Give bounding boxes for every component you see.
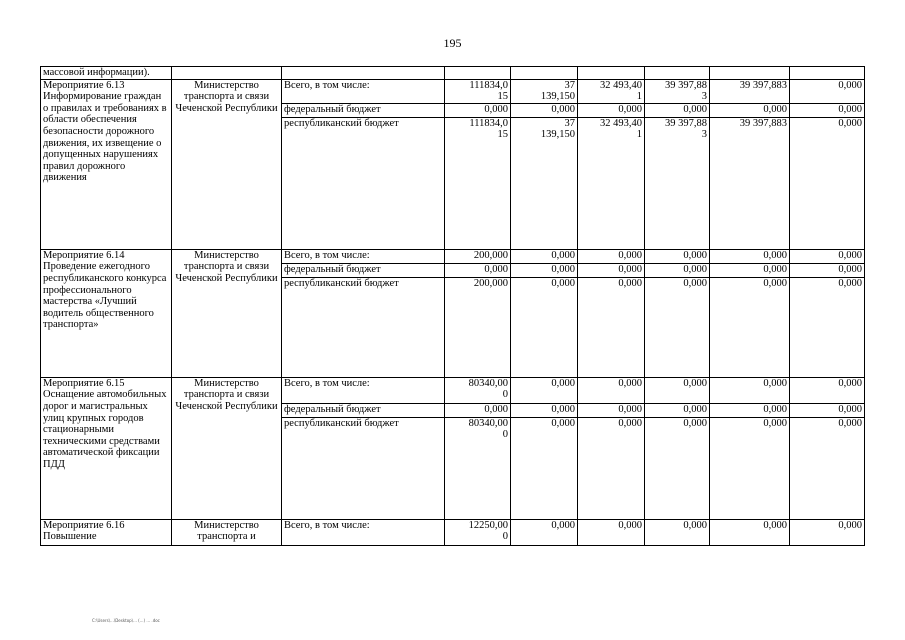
amount-cell: 37 139,150: [511, 79, 578, 103]
amount-cell: 0,000: [578, 403, 645, 417]
empty-cell: [282, 67, 445, 80]
empty-cell: [511, 67, 578, 80]
table-row: [41, 79, 865, 103]
amount-cell: 0,000: [645, 249, 710, 263]
amount-cell: 0,000: [790, 377, 865, 403]
empty-cell: [710, 67, 790, 80]
amount-cell: 0,000: [710, 263, 790, 277]
amount-cell: 0,000: [445, 263, 511, 277]
table-row: [41, 249, 865, 263]
amount-cell: 32 493,40 1: [578, 79, 645, 103]
amount-cell: 39 397,88 3: [645, 117, 710, 249]
amount-cell: 39 397,88 3: [645, 79, 710, 103]
empty-cell: [645, 67, 710, 80]
amount-cell: 0,000: [511, 249, 578, 263]
event-title-cell: Мероприятие 6.13 Информирование граждан о правилах и требованиях в области обеспечения безопасности дорожного движения, их извещение о допущенных нарушениях правил дорожного движения: [41, 79, 172, 249]
amount-cell: 0,000: [710, 377, 790, 403]
amount-cell: 0,000: [645, 403, 710, 417]
amount-cell: 12250,00 0: [445, 519, 511, 545]
amount-cell: 0,000: [710, 417, 790, 519]
amount-cell: 0,000: [511, 417, 578, 519]
amount-cell: 37 139,150: [511, 117, 578, 249]
amount-cell: 39 397,883: [710, 79, 790, 103]
amount-cell: 0,000: [790, 249, 865, 263]
amount-cell: 0,000: [790, 417, 865, 519]
amount-cell: 32 493,40 1: [578, 117, 645, 249]
amount-cell: 0,000: [578, 277, 645, 377]
funding-source-cell: Всего, в том числе:: [282, 519, 445, 545]
executor-cell: Министерство транспорта и связи Чеченской Республики: [172, 79, 282, 249]
page-number: 195: [443, 36, 462, 50]
funding-source-cell: Всего, в том числе:: [282, 377, 445, 403]
amount-cell: 0,000: [790, 79, 865, 103]
amount-cell: 0,000: [578, 103, 645, 117]
amount-cell: 0,000: [511, 403, 578, 417]
table-row: [41, 377, 865, 403]
amount-cell: 0,000: [578, 263, 645, 277]
amount-cell: 0,000: [445, 103, 511, 117]
amount-cell: 200,000: [445, 277, 511, 377]
amount-cell: 0,000: [645, 417, 710, 519]
funding-source-cell: федеральный бюджет: [282, 263, 445, 277]
amount-cell: 0,000: [790, 103, 865, 117]
executor-cell: Министерство транспорта и: [172, 519, 282, 545]
empty-cell: [172, 67, 282, 80]
amount-cell: 111834,0 15: [445, 79, 511, 103]
event-title-cell: Мероприятие 6.15 Оснащение автомобильных дорог и магистральных улиц крупных городов стационарными техническими средствами автоматической фиксации ПДД: [41, 377, 172, 519]
amount-cell: 0,000: [511, 263, 578, 277]
amount-cell: 0,000: [710, 249, 790, 263]
amount-cell: 111834,0 15: [445, 117, 511, 249]
footer-path: C:\Users\...\Desktop\... (...) ... .doc: [92, 618, 160, 623]
amount-cell: 0,000: [645, 277, 710, 377]
funding-source-cell: федеральный бюджет: [282, 403, 445, 417]
amount-cell: 0,000: [645, 377, 710, 403]
amount-cell: 200,000: [445, 249, 511, 263]
empty-cell: [445, 67, 511, 80]
amount-cell: 0,000: [790, 263, 865, 277]
amount-cell: 0,000: [710, 103, 790, 117]
amount-cell: 0,000: [790, 519, 865, 545]
budget-table: [40, 66, 865, 546]
amount-cell: 0,000: [578, 249, 645, 263]
amount-cell: 0,000: [445, 403, 511, 417]
funding-source-cell: республиканский бюджет: [282, 417, 445, 519]
amount-cell: 80340,00 0: [445, 417, 511, 519]
amount-cell: 0,000: [790, 117, 865, 249]
funding-source-cell: республиканский бюджет: [282, 117, 445, 249]
amount-cell: 0,000: [511, 519, 578, 545]
amount-cell: 0,000: [578, 377, 645, 403]
funding-source-cell: Всего, в том числе:: [282, 79, 445, 103]
amount-cell: 0,000: [710, 277, 790, 377]
amount-cell: 0,000: [645, 263, 710, 277]
table-row: [41, 519, 865, 545]
funding-source-cell: Всего, в том числе:: [282, 249, 445, 263]
amount-cell: 0,000: [578, 519, 645, 545]
empty-cell: [790, 67, 865, 80]
amount-cell: 0,000: [511, 377, 578, 403]
amount-cell: 0,000: [710, 403, 790, 417]
executor-cell: Министерство транспорта и связи Чеченской Республики: [172, 377, 282, 519]
executor-cell: Министерство транспорта и связи Чеченской Республики: [172, 249, 282, 377]
amount-cell: 0,000: [511, 277, 578, 377]
amount-cell: 0,000: [790, 403, 865, 417]
funding-source-cell: республиканский бюджет: [282, 277, 445, 377]
event-title-cell: Мероприятие 6.16 Повышение: [41, 519, 172, 545]
amount-cell: 0,000: [645, 519, 710, 545]
amount-cell: 39 397,883: [710, 117, 790, 249]
funding-source-cell: федеральный бюджет: [282, 103, 445, 117]
table-row: [41, 67, 865, 80]
empty-cell: [578, 67, 645, 80]
amount-cell: 0,000: [645, 103, 710, 117]
amount-cell: 0,000: [790, 277, 865, 377]
amount-cell: 80340,00 0: [445, 377, 511, 403]
amount-cell: 0,000: [511, 103, 578, 117]
event-cell: массовой информации).: [41, 67, 172, 80]
amount-cell: 0,000: [710, 519, 790, 545]
amount-cell: 0,000: [578, 417, 645, 519]
event-title-cell: Мероприятие 6.14 Проведение ежегодного республиканского конкурса профессионального мастерства «Лучший водитель общественного транспорта»: [41, 249, 172, 377]
